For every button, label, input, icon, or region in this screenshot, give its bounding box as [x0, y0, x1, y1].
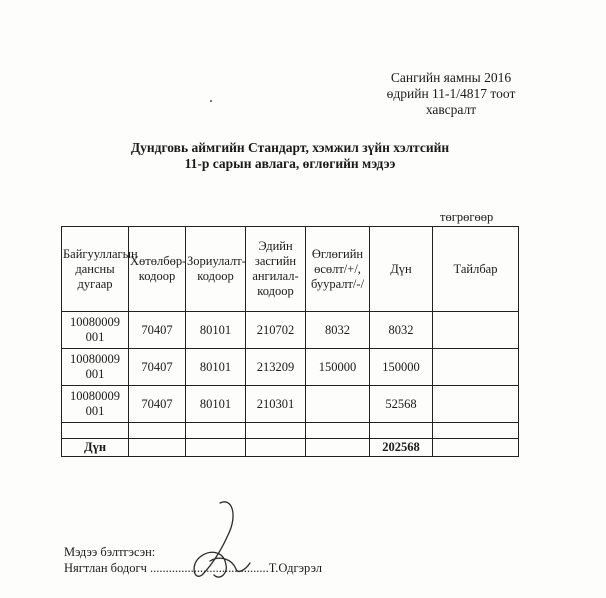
- table-cell: 80101: [186, 349, 246, 386]
- table-cell: 150000: [370, 349, 433, 386]
- table-cell: [186, 439, 246, 457]
- report-table: [61, 226, 519, 457]
- table-cell: [129, 439, 186, 457]
- prepared-by-label: Мэдээ бэлтгэсэн:: [64, 545, 156, 559]
- total-value: 202568: [370, 439, 433, 457]
- reference-block: [376, 70, 526, 118]
- table-cell: 8032: [306, 312, 370, 349]
- handwritten-signature: [180, 495, 260, 585]
- header-payable-change: Өглөгийн өсөлт/+/, бууралт/-/: [306, 227, 370, 312]
- header-account-number: Байгууллагын дансны дугаар: [62, 227, 129, 312]
- table-cell: [62, 423, 129, 439]
- table-cell: 10080009 001: [62, 349, 129, 386]
- title-line-1: Дундговь аймгийн Стандарт, хэмжил зүйн хэлтсийн: [130, 140, 450, 155]
- table-cell: 80101: [186, 312, 246, 349]
- table-cell: [306, 386, 370, 423]
- table-cell: [246, 439, 306, 457]
- stray-mark: [210, 100, 212, 102]
- table-row: [62, 349, 519, 386]
- table-cell: 52568: [370, 386, 433, 423]
- table-cell: [186, 423, 246, 439]
- table-cell: 70407: [129, 349, 186, 386]
- ref-line-1: Сангийн яамны 2016: [390, 70, 512, 85]
- table-cell: [370, 423, 433, 439]
- header-purpose-code: Зориулалт- кодоор: [186, 227, 246, 312]
- table-row-empty: [62, 423, 519, 439]
- header-economic-class-code: Эдийн засгийн ангилал- кодоор: [246, 227, 306, 312]
- table-row: [62, 312, 519, 349]
- header-note: Тайлбар: [433, 227, 519, 312]
- accountant-signature-line: Нягтлан бодогч ......................................Т.Одгэрэл: [64, 561, 322, 575]
- table-cell: [433, 386, 519, 423]
- table-cell: [433, 349, 519, 386]
- table-cell: 70407: [129, 386, 186, 423]
- table-cell: 10080009 001: [62, 386, 129, 423]
- table-cell: 8032: [370, 312, 433, 349]
- table-cell: 80101: [186, 386, 246, 423]
- table-cell: [433, 439, 519, 457]
- ref-line-2: өдрийн 11-1/4817 тоот: [386, 86, 516, 101]
- header-amount: Дүн: [370, 227, 433, 312]
- header-program-code: Хөтөлбөр- кодоор: [129, 227, 186, 312]
- currency-unit-label: төгрөгөөр: [440, 210, 494, 224]
- title-line-2: 11-р сарын авлага, өглөгийн мэдээ: [184, 156, 396, 171]
- table-cell: 213209: [246, 349, 306, 386]
- table-cell: [306, 423, 370, 439]
- total-label: Дүн: [62, 439, 129, 457]
- table-row: [62, 386, 519, 423]
- table-cell: 150000: [306, 349, 370, 386]
- table-cell: [129, 423, 186, 439]
- table-cell: 210702: [246, 312, 306, 349]
- document-title: [90, 140, 490, 172]
- table-cell: [246, 423, 306, 439]
- table-cell: [306, 439, 370, 457]
- ref-line-3: хавсралт: [425, 102, 477, 117]
- table-cell: [433, 312, 519, 349]
- table-header-row: [62, 227, 519, 312]
- table-cell: 10080009 001: [62, 312, 129, 349]
- table-cell: 70407: [129, 312, 186, 349]
- table-cell: [433, 423, 519, 439]
- table-total-row: [62, 439, 519, 457]
- table-cell: 210301: [246, 386, 306, 423]
